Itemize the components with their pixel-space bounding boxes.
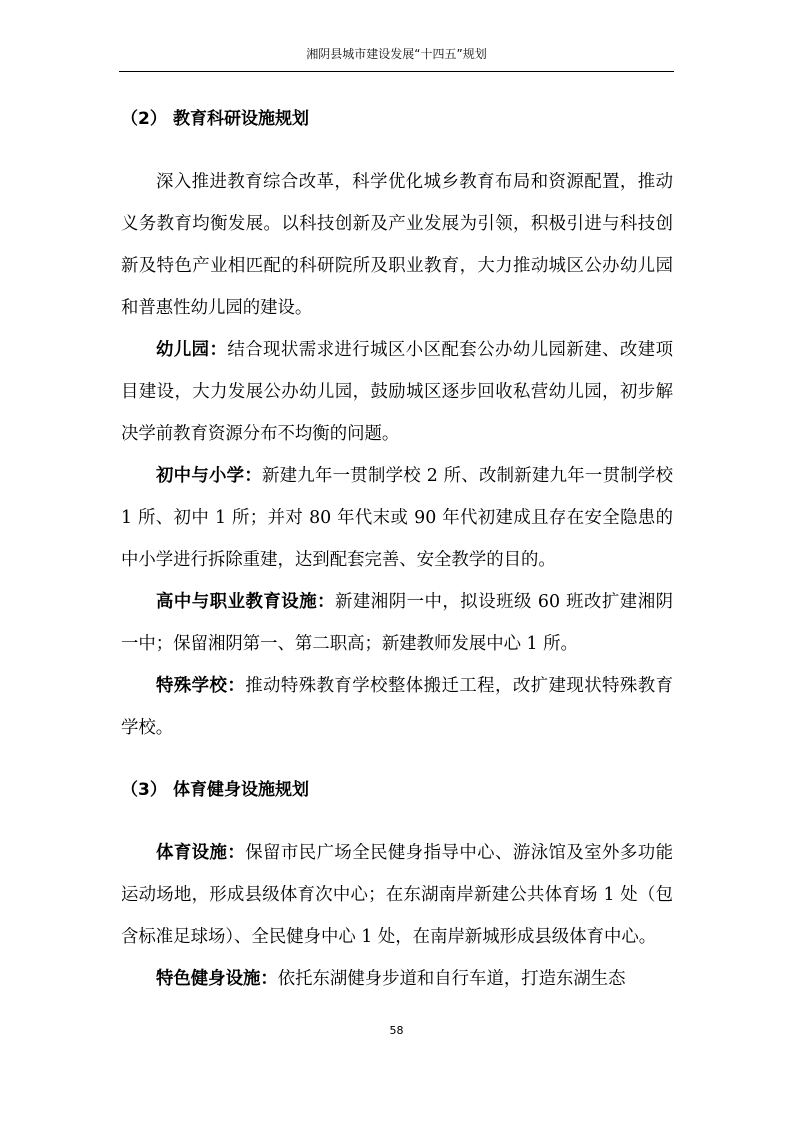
page-body xyxy=(121,99,673,1000)
header-divider xyxy=(119,71,674,72)
paragraph-primary-middle-school xyxy=(121,455,673,581)
running-header: 湘阴县城市建设发展“十四五”规划 xyxy=(306,47,487,61)
paragraph-lead: 初中与小学： xyxy=(156,466,262,486)
paragraph-special-school xyxy=(121,665,673,749)
paragraph-lead: 体育设施： xyxy=(156,843,246,863)
paragraph-text: 新建湘阴一中，拟设班级 60 班改扩建湘阴一中；保留湘阴第一、第二职高；新建教师发展中心 1 所。 xyxy=(121,592,673,654)
paragraph-fitness-facilities xyxy=(121,958,673,1000)
paragraph-lead: 特殊学校： xyxy=(156,676,246,696)
section-heading-sports xyxy=(121,770,673,810)
paragraph-text: 依托东湖健身步道和自行车道，打造东湖生态 xyxy=(277,969,626,989)
paragraph-kindergarten xyxy=(121,329,673,455)
paragraph-lead: 幼儿园： xyxy=(156,340,228,360)
paragraph-lead: 特色健身设施： xyxy=(156,969,278,989)
paragraph-sports-facilities xyxy=(121,832,673,958)
paragraph-high-school-vocational xyxy=(121,581,673,665)
paragraph xyxy=(121,161,673,329)
section-title: 教育科研设施规划 xyxy=(173,109,309,129)
paragraph-text: 保留市民广场全民健身指导中心、游泳馆及室外多功能运动场地，形成县级体育次中心；在东湖南岸新建公共体育场 1 处（包含标准足球场）、全民健身中心 1 处，在南岸新城形成县级体育中心。 xyxy=(121,843,673,947)
section-number: （3） xyxy=(121,780,167,800)
paragraph-lead: 高中与职业教育设施： xyxy=(156,592,335,612)
page-number: 58 xyxy=(389,1024,404,1037)
paragraph-text: 深入推进教育综合改革，科学优化城乡教育布局和资源配置，推动义务教育均衡发展。以科技创新及产业发展为引领，积极引进与科技创新及特色产业相匹配的科研院所及职业教育，大力推动城区公办幼儿园和普惠性幼儿园的建设。 xyxy=(121,172,673,318)
paragraph-text: 新建九年一贯制学校 2 所、改制新建九年一贯制学校 1 所、初中 1 所；并对 80 年代末或 90 年代初建成且存在安全隐患的中小学进行拆除重建，达到配套完善、安全教学的目的。 xyxy=(121,466,673,570)
section-number: （2） xyxy=(121,109,167,129)
section-heading-education xyxy=(121,99,673,139)
paragraph-text: 结合现状需求进行城区小区配套公办幼儿园新建、改建项目建设，大力发展公办幼儿园，鼓励城区逐步回收私营幼儿园，初步解决学前教育资源分布不均衡的问题。 xyxy=(121,340,673,444)
section-title: 体育健身设施规划 xyxy=(173,780,309,800)
paragraph-text: 推动特殊教育学校整体搬迁工程，改扩建现状特殊教育学校。 xyxy=(121,676,673,738)
